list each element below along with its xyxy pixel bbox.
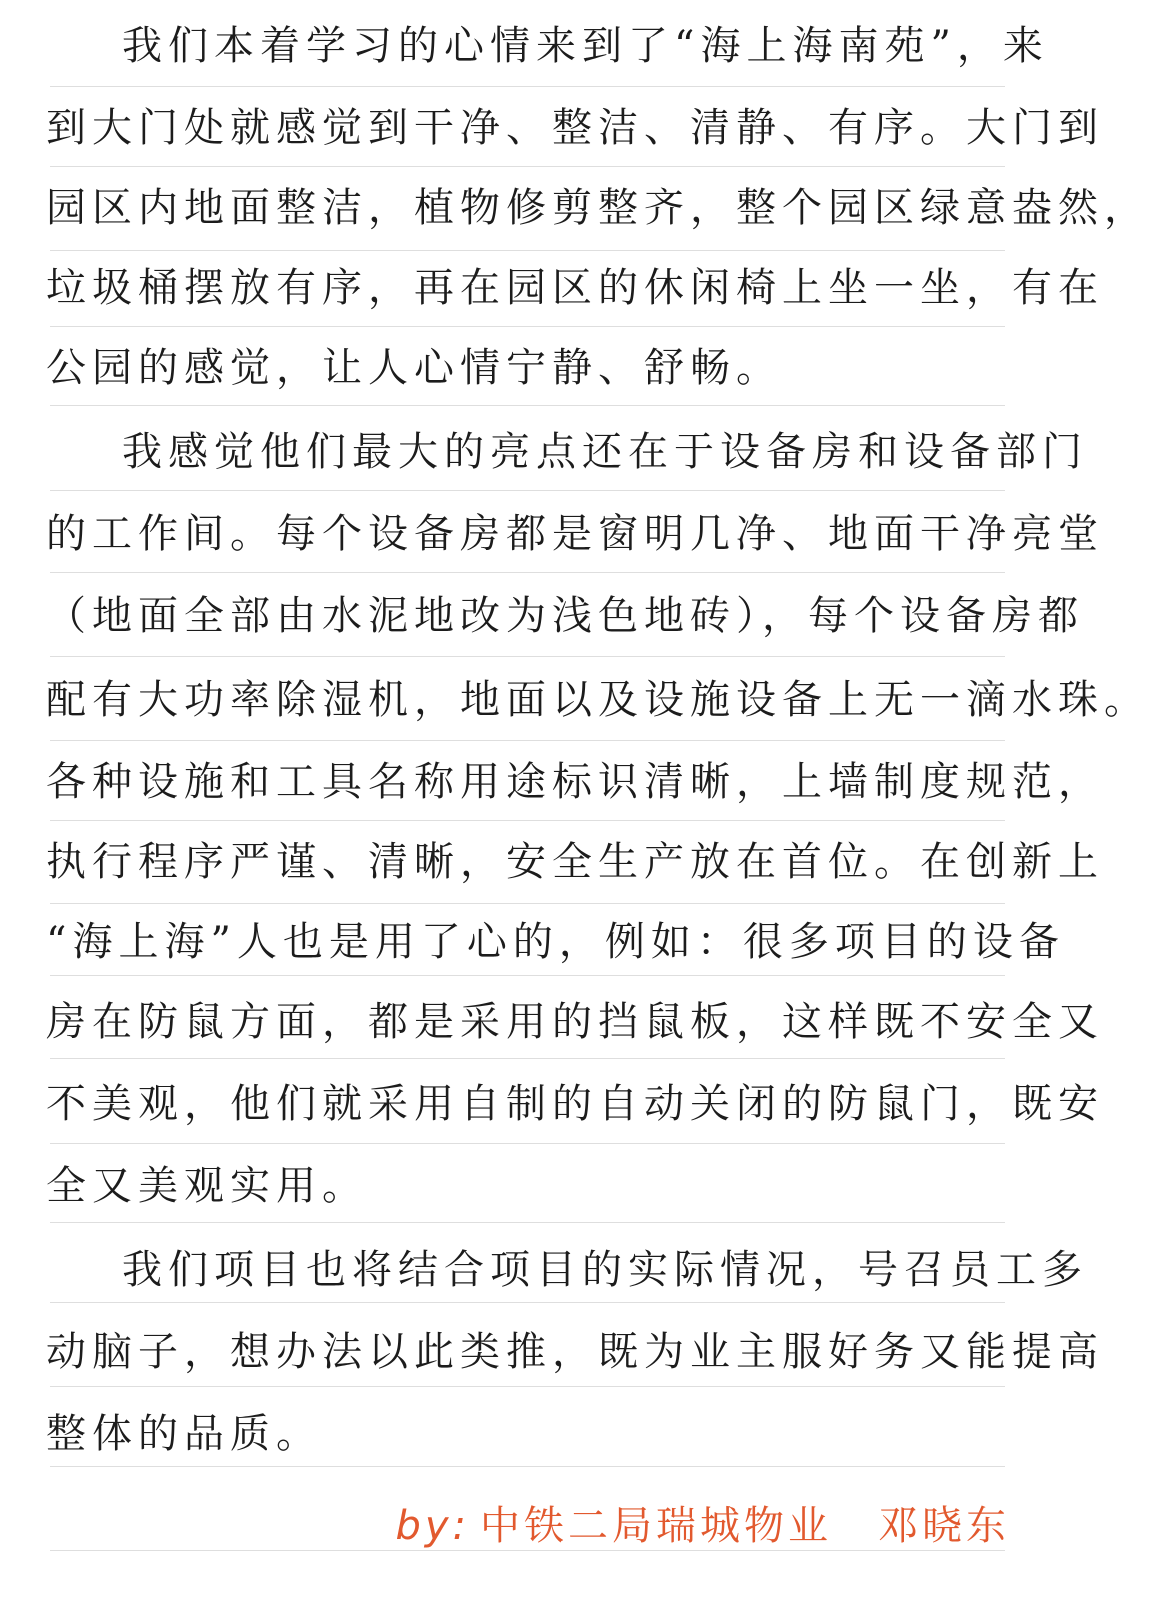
text-line: 的工作间。每个设备房都是窗明几净、地面干净亮堂 [46,511,1104,557]
signature-by-label: by: [395,1503,470,1549]
text-line: 整体的品质。 [46,1411,322,1457]
text-line: “海上海”人也是用了心的，例如：很多项目的设备 [46,919,1065,965]
text-line: 公园的感觉，让人心情宁静、舒畅。 [46,345,782,391]
text-line: 我感觉他们最大的亮点还在于设备房和设备部门 [122,429,1088,475]
text-line: 配有大功率除湿机，地面以及设施设备上无一滴水珠。 [46,677,1150,723]
signature-author: 邓晓东 [878,1503,1010,1549]
text-line: 我们本着学习的心情来到了“海上海南苑”，来 [122,23,1049,69]
text-line: 各种设施和工具名称用途标识清晰，上墙制度规范， [46,759,1104,805]
text-line: 动脑子，想办法以此类推，既为业主服好务又能提高 [46,1329,1104,1375]
text-line: 不美观，他们就采用自制的自动关闭的防鼠门，既安 [46,1081,1104,1127]
signature-organization: 中铁二局瑞城物业 [480,1503,832,1549]
text-line: （地面全部由水泥地改为浅色地砖），每个设备房都 [46,593,1084,639]
text-line: 垃圾桶摆放有序，再在园区的休闲椅上坐一坐，有在 [46,265,1104,311]
text-line: 园区内地面整洁，植物修剪整齐，整个园区绿意盎然， [46,185,1150,231]
text-line: 全又美观实用。 [46,1163,368,1209]
text-line: 执行程序严谨、清晰，安全生产放在首位。在创新上 [46,839,1104,885]
text-line: 房在防鼠方面，都是采用的挡鼠板，这样既不安全又 [46,999,1104,1045]
text-line: 到大门处就感觉到干净、整洁、清静、有序。大门到 [46,105,1104,151]
text-line: 我们项目也将结合项目的实际情况，号召员工多 [122,1247,1088,1293]
signature [395,1484,1010,1568]
